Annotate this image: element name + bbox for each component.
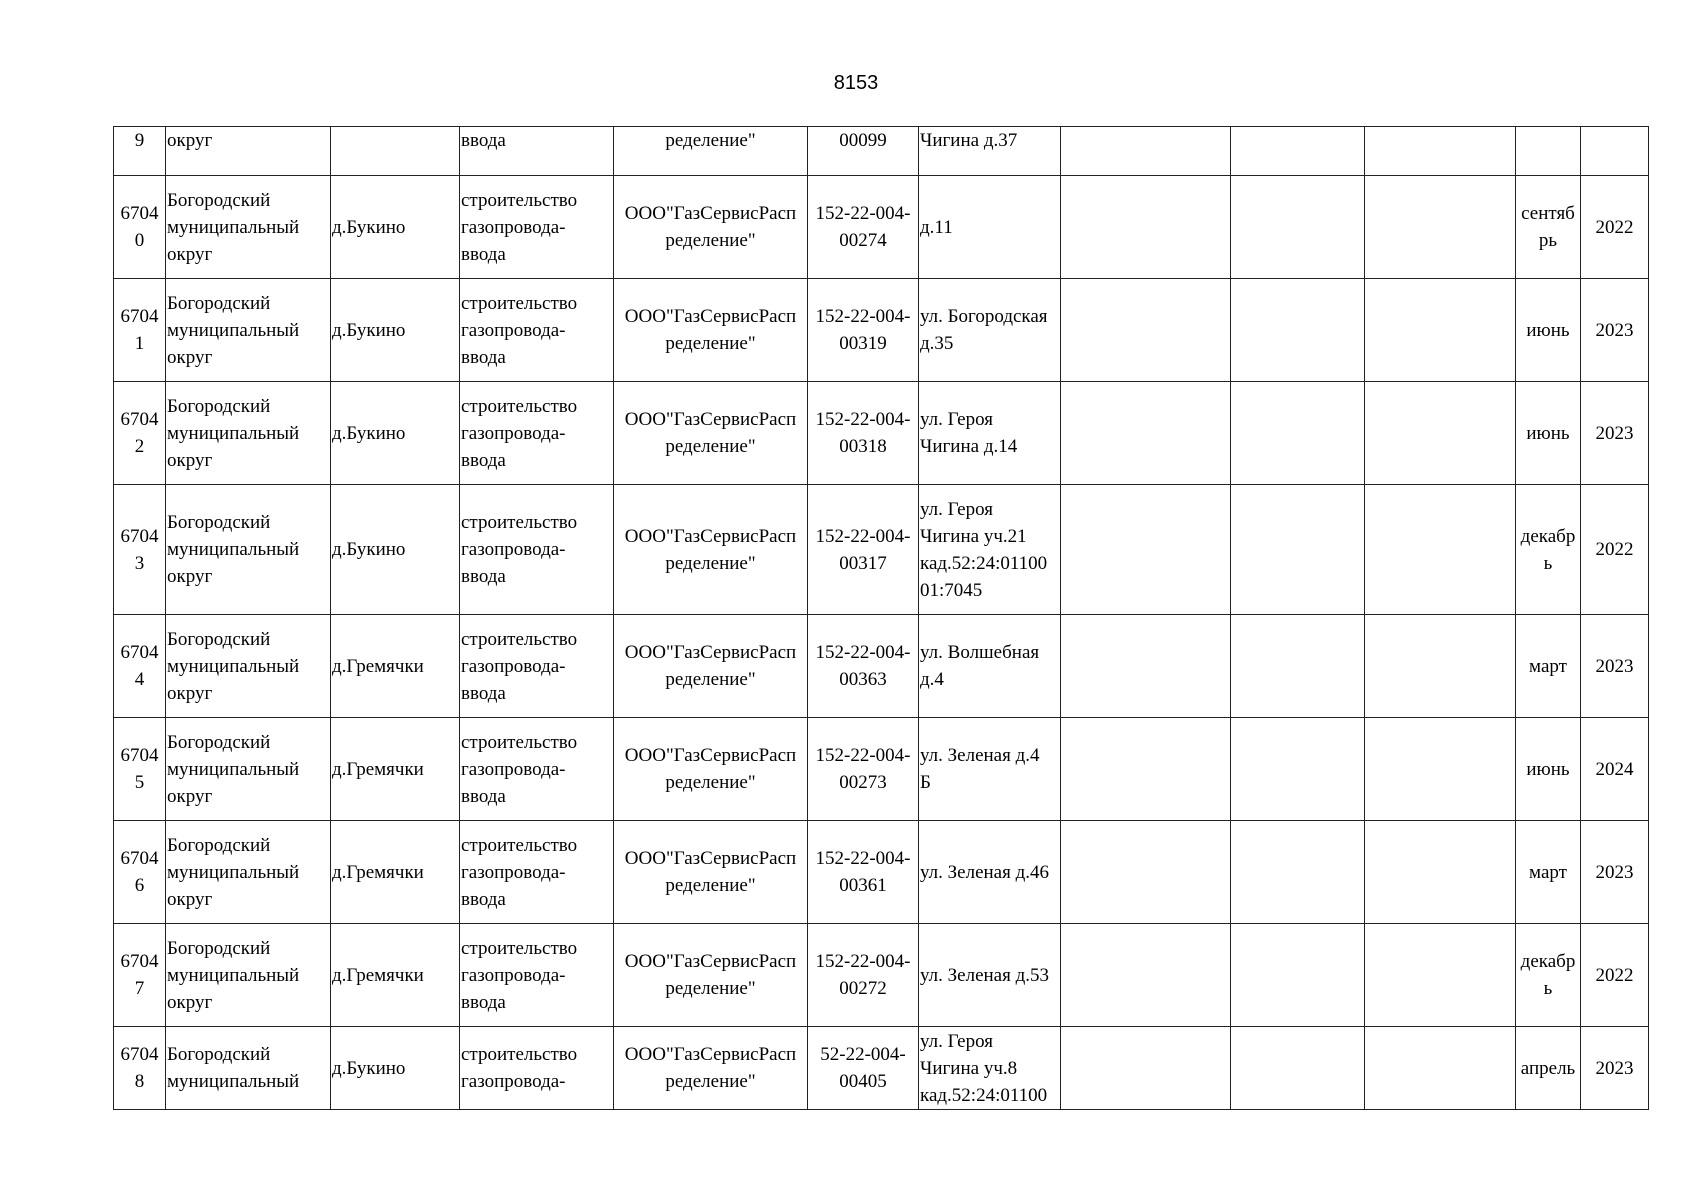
empty-cell <box>1061 382 1231 485</box>
month-cell-line: апрель <box>1520 1057 1576 1079</box>
month-cell-line: декабр <box>1520 951 1576 972</box>
work-type-cell-line: газопровода- <box>461 964 566 986</box>
empty-cell <box>1231 485 1365 615</box>
address-cell-line: Чигина д.14 <box>920 436 1018 457</box>
code-cell-line: 00405 <box>839 1071 887 1092</box>
page-number: 8153 <box>833 72 879 94</box>
table-row <box>114 615 1649 718</box>
district-cell <box>166 176 331 279</box>
work-type-cell-line: ввода <box>461 130 506 151</box>
work-type-cell-line: газопровода- <box>461 655 566 677</box>
address-cell-line: ул. Зеленая д.53 <box>920 964 1050 986</box>
district-cell-line: муниципальный <box>167 964 300 986</box>
code-cell-line: 152-22-004- <box>815 525 911 547</box>
organization-cell-line: ООО"ГазСервисРасп <box>624 745 797 766</box>
row-number-line: 6704 <box>120 409 159 430</box>
month-cell <box>1516 176 1581 279</box>
organization-cell-line: ределение" <box>665 436 756 457</box>
district-cell-line: округ <box>167 991 213 1013</box>
data-table <box>113 126 1649 1110</box>
empty-cell <box>1365 279 1516 382</box>
work-type-cell <box>460 127 614 176</box>
organization-cell-line: ООО"ГазСервисРасп <box>624 848 797 869</box>
address-cell-line: кад.52:24:01100 <box>920 1084 1048 1106</box>
table-row <box>114 1027 1649 1110</box>
district-cell-line: Богородский <box>167 395 271 417</box>
address-cell-line: кад.52:24:01100 <box>920 552 1048 574</box>
row-number <box>114 279 166 382</box>
address-cell <box>919 1027 1061 1110</box>
row-number-line: 0 <box>134 230 145 251</box>
empty-cell <box>1231 718 1365 821</box>
district-cell <box>166 821 331 924</box>
empty-cell <box>1061 718 1231 821</box>
organization-cell-line: ределение" <box>665 333 756 354</box>
address-cell-line: ул. Волшебная <box>920 642 1040 663</box>
code-cell <box>808 485 919 615</box>
organization-cell-line: ООО"ГазСервисРасп <box>624 203 797 224</box>
district-cell-line: Богородский <box>167 512 271 533</box>
district-cell-line: муниципальный <box>167 1071 300 1092</box>
table-row <box>114 821 1649 924</box>
row-number <box>114 821 166 924</box>
district-cell <box>166 485 331 615</box>
empty-cell <box>1061 821 1231 924</box>
work-type-cell <box>460 176 614 279</box>
organization-cell-line: ООО"ГазСервисРасп <box>624 1044 797 1065</box>
code-cell <box>808 718 919 821</box>
table-row <box>114 924 1649 1027</box>
district-cell-line: округ <box>167 566 213 587</box>
month-cell-line: март <box>1529 655 1567 677</box>
table-body <box>114 127 1649 1110</box>
code-cell-line: 00274 <box>839 230 887 251</box>
row-number <box>114 1027 166 1110</box>
locality-cell: д.Букино <box>331 176 460 279</box>
address-cell-line: Б <box>920 772 931 793</box>
district-cell-line: муниципальный <box>167 655 300 677</box>
code-cell-line: 00099 <box>839 130 887 151</box>
month-cell-line: декабр <box>1520 525 1576 547</box>
district-cell-line: округ <box>167 449 213 471</box>
row-number-line: 4 <box>134 669 145 690</box>
year-cell: 2023 <box>1581 1027 1649 1110</box>
month-cell <box>1516 821 1581 924</box>
year-cell: 2022 <box>1581 924 1649 1027</box>
code-cell-line: 00361 <box>839 875 887 896</box>
row-number-line: 6704 <box>120 525 159 547</box>
year-cell: 2023 <box>1581 382 1649 485</box>
row-number-line: 5 <box>134 772 145 793</box>
month-cell-line: ь <box>1543 552 1553 574</box>
empty-cell <box>1061 176 1231 279</box>
organization-cell-line: ООО"ГазСервисРасп <box>624 642 797 663</box>
table-row <box>114 382 1649 485</box>
row-number <box>114 485 166 615</box>
address-cell <box>919 718 1061 821</box>
empty-cell <box>1061 127 1231 176</box>
work-type-cell-line: строительство <box>461 292 578 314</box>
work-type-cell-line: строительство <box>461 834 578 856</box>
empty-cell <box>1231 279 1365 382</box>
address-cell <box>919 382 1061 485</box>
empty-cell <box>1365 718 1516 821</box>
address-cell-line: ул. Героя <box>920 498 993 520</box>
work-type-cell-line: строительство <box>461 628 578 650</box>
empty-cell <box>1365 382 1516 485</box>
district-cell-line: округ <box>167 243 213 265</box>
empty-cell <box>1231 821 1365 924</box>
address-cell <box>919 176 1061 279</box>
address-cell <box>919 279 1061 382</box>
month-cell <box>1516 924 1581 1027</box>
district-cell-line: Богородский <box>167 731 271 753</box>
empty-cell <box>1061 615 1231 718</box>
row-number-line: 6704 <box>120 642 159 663</box>
work-type-cell <box>460 924 614 1027</box>
district-cell-line: муниципальный <box>167 861 300 883</box>
code-cell <box>808 176 919 279</box>
code-cell-line: 00319 <box>839 333 887 354</box>
row-number-line: 8 <box>134 1071 145 1092</box>
code-cell-line: 00317 <box>839 552 887 574</box>
code-cell-line: 152-22-004- <box>815 306 911 327</box>
row-number <box>114 924 166 1027</box>
district-cell-line: муниципальный <box>167 319 300 341</box>
organization-cell <box>614 924 808 1027</box>
locality-cell: д.Букино <box>331 485 460 615</box>
month-cell-line: июнь <box>1526 319 1570 341</box>
address-cell <box>919 485 1061 615</box>
district-cell-line: муниципальный <box>167 758 300 780</box>
work-type-cell-line: ввода <box>461 991 506 1013</box>
empty-cell <box>1365 127 1516 176</box>
code-cell-line: 00273 <box>839 772 887 793</box>
code-cell <box>808 615 919 718</box>
row-number-line: 9 <box>134 130 145 151</box>
organization-cell-line: ределение" <box>665 130 756 151</box>
work-type-cell-line: строительство <box>461 395 578 417</box>
month-cell-line: сентяб <box>1521 203 1575 224</box>
address-cell-line: ул. Зеленая д.46 <box>920 861 1050 883</box>
organization-cell-line: ООО"ГазСервисРасп <box>624 525 797 547</box>
organization-cell-line: ООО"ГазСервисРасп <box>624 306 797 327</box>
month-cell <box>1516 382 1581 485</box>
month-cell <box>1516 279 1581 382</box>
district-cell-line: Богородский <box>167 628 271 650</box>
organization-cell <box>614 821 808 924</box>
locality-cell: д.Гремячки <box>331 821 460 924</box>
work-type-cell <box>460 1027 614 1110</box>
code-cell-line: 152-22-004- <box>815 642 911 663</box>
work-type-cell-line: газопровода- <box>461 319 566 341</box>
code-cell <box>808 279 919 382</box>
district-cell <box>166 924 331 1027</box>
empty-cell <box>1231 127 1365 176</box>
district-cell <box>166 279 331 382</box>
row-number-line: 2 <box>134 436 145 457</box>
empty-cell <box>1061 485 1231 615</box>
address-cell-line: Чигина уч.21 <box>920 525 1027 547</box>
organization-cell-line: ределение" <box>665 552 756 574</box>
code-cell <box>808 821 919 924</box>
address-cell-line: д.11 <box>920 216 953 238</box>
locality-cell <box>331 127 460 176</box>
work-type-cell-line: строительство <box>461 731 578 753</box>
work-type-cell-line: газопровода- <box>461 422 566 444</box>
row-number-line: 6704 <box>120 848 159 869</box>
district-cell-line: муниципальный <box>167 539 300 560</box>
organization-cell-line: ределение" <box>665 772 756 793</box>
district-cell <box>166 127 331 176</box>
locality-cell: д.Гремячки <box>331 924 460 1027</box>
work-type-cell <box>460 485 614 615</box>
code-cell <box>808 382 919 485</box>
work-type-cell-line: ввода <box>461 888 506 910</box>
address-cell-line: ул. Героя <box>920 409 993 430</box>
work-type-cell-line: газопровода- <box>461 216 566 238</box>
organization-cell <box>614 615 808 718</box>
organization-cell-line: ределение" <box>665 978 756 999</box>
year-cell <box>1581 127 1649 176</box>
organization-cell <box>614 127 808 176</box>
work-type-cell-line: газопровода- <box>461 758 566 780</box>
month-cell <box>1516 615 1581 718</box>
code-cell-line: 152-22-004- <box>815 203 911 224</box>
district-cell-line: Богородский <box>167 834 271 856</box>
row-number-line: 6704 <box>120 306 159 327</box>
row-number <box>114 176 166 279</box>
locality-cell: д.Гремячки <box>331 718 460 821</box>
code-cell-line: 00363 <box>839 669 887 690</box>
empty-cell <box>1061 924 1231 1027</box>
organization-cell <box>614 718 808 821</box>
empty-cell <box>1061 279 1231 382</box>
row-number-line: 6704 <box>120 1044 159 1065</box>
empty-cell <box>1231 924 1365 1027</box>
year-cell: 2024 <box>1581 718 1649 821</box>
work-type-cell <box>460 615 614 718</box>
empty-cell <box>1365 176 1516 279</box>
empty-cell <box>1231 615 1365 718</box>
row-number-line: 1 <box>134 333 145 354</box>
address-cell-line: ул. Героя <box>920 1030 993 1052</box>
address-cell-line: д.4 <box>920 669 944 690</box>
month-cell <box>1516 1027 1581 1110</box>
empty-cell <box>1365 1027 1516 1110</box>
month-cell-line: март <box>1529 861 1567 883</box>
locality-cell: д.Гремячки <box>331 615 460 718</box>
organization-cell <box>614 176 808 279</box>
code-cell-line: 152-22-004- <box>815 409 911 430</box>
table-row <box>114 127 1649 176</box>
code-cell-line: 00272 <box>839 978 887 999</box>
table-row <box>114 485 1649 615</box>
organization-cell <box>614 1027 808 1110</box>
month-cell-line: июнь <box>1526 422 1570 444</box>
empty-cell <box>1365 485 1516 615</box>
code-cell-line: 152-22-004- <box>815 745 911 766</box>
district-cell-line: Богородский <box>167 292 271 314</box>
district-cell-line: округ <box>167 785 213 807</box>
row-number <box>114 615 166 718</box>
code-cell <box>808 924 919 1027</box>
work-type-cell <box>460 718 614 821</box>
address-cell-line: д.35 <box>920 333 954 354</box>
address-cell-line: ул. Богородская <box>920 306 1048 327</box>
address-cell <box>919 924 1061 1027</box>
district-cell-line: округ <box>167 130 213 151</box>
work-type-cell-line: ввода <box>461 566 506 587</box>
row-number-line: 6 <box>134 875 145 896</box>
work-type-cell <box>460 821 614 924</box>
locality-cell: д.Букино <box>331 279 460 382</box>
year-cell: 2023 <box>1581 821 1649 924</box>
work-type-cell-line: строительство <box>461 512 578 533</box>
district-cell <box>166 1027 331 1110</box>
year-cell: 2022 <box>1581 176 1649 279</box>
work-type-cell-line: ввода <box>461 346 506 368</box>
work-type-cell <box>460 382 614 485</box>
empty-cell <box>1231 382 1365 485</box>
work-type-cell-line: ввода <box>461 243 506 265</box>
month-cell <box>1516 718 1581 821</box>
work-type-cell-line: ввода <box>461 682 506 704</box>
work-type-cell-line: газопровода- <box>461 1071 566 1092</box>
district-cell-line: Богородский <box>167 1044 271 1065</box>
year-cell: 2023 <box>1581 279 1649 382</box>
row-number-line: 3 <box>134 552 145 574</box>
code-cell-line: 00318 <box>839 436 887 457</box>
code-cell-line: 52-22-004- <box>820 1044 906 1065</box>
code-cell <box>808 1027 919 1110</box>
month-cell-line: ь <box>1543 978 1553 999</box>
row-number-line: 6704 <box>120 745 159 766</box>
organization-cell-line: ределение" <box>665 875 756 896</box>
year-cell: 2023 <box>1581 615 1649 718</box>
organization-cell-line: ределение" <box>665 230 756 251</box>
address-cell <box>919 821 1061 924</box>
empty-cell <box>1231 176 1365 279</box>
empty-cell <box>1365 924 1516 1027</box>
code-cell-line: 152-22-004- <box>815 848 911 869</box>
district-cell-line: округ <box>167 682 213 704</box>
row-number-line: 6704 <box>120 951 159 972</box>
month-cell <box>1516 127 1581 176</box>
organization-cell-line: ООО"ГазСервисРасп <box>624 951 797 972</box>
work-type-cell-line: строительство <box>461 1044 578 1065</box>
empty-cell <box>1365 821 1516 924</box>
organization-cell-line: ределение" <box>665 669 756 690</box>
work-type-cell-line: газопровода- <box>461 539 566 560</box>
district-cell-line: муниципальный <box>167 422 300 444</box>
table-row <box>114 176 1649 279</box>
address-cell-line: Чигина уч.8 <box>920 1057 1018 1079</box>
district-cell <box>166 382 331 485</box>
district-cell-line: округ <box>167 346 213 368</box>
organization-cell <box>614 279 808 382</box>
row-number-line: 6704 <box>120 203 159 224</box>
district-cell-line: округ <box>167 888 213 910</box>
work-type-cell-line: ввода <box>461 785 506 807</box>
year-cell: 2022 <box>1581 485 1649 615</box>
address-cell <box>919 615 1061 718</box>
empty-cell <box>1365 615 1516 718</box>
row-number <box>114 127 166 176</box>
address-cell <box>919 127 1061 176</box>
address-cell-line: ул. Зеленая д.4 <box>920 745 1040 766</box>
code-cell-line: 152-22-004- <box>815 951 911 972</box>
empty-cell <box>1061 1027 1231 1110</box>
work-type-cell-line: газопровода- <box>461 861 566 883</box>
month-cell-line: рь <box>1538 230 1558 251</box>
address-cell-line: 01:7045 <box>920 579 983 601</box>
organization-cell <box>614 485 808 615</box>
district-cell <box>166 615 331 718</box>
work-type-cell-line: строительство <box>461 189 578 211</box>
month-cell-line: июнь <box>1526 758 1570 780</box>
district-cell <box>166 718 331 821</box>
work-type-cell-line: ввода <box>461 449 506 471</box>
organization-cell-line: ООО"ГазСервисРасп <box>624 409 797 430</box>
work-type-cell <box>460 279 614 382</box>
district-cell-line: муниципальный <box>167 216 300 238</box>
organization-cell-line: ределение" <box>665 1071 756 1092</box>
row-number <box>114 382 166 485</box>
code-cell <box>808 127 919 176</box>
empty-cell <box>1231 1027 1365 1110</box>
table-row <box>114 279 1649 382</box>
work-type-cell-line: строительство <box>461 937 578 959</box>
table-row <box>114 718 1649 821</box>
organization-cell <box>614 382 808 485</box>
district-cell-line: Богородский <box>167 937 271 959</box>
month-cell <box>1516 485 1581 615</box>
row-number-line: 7 <box>134 978 145 999</box>
address-cell-line: Чигина д.37 <box>920 130 1018 151</box>
district-cell-line: Богородский <box>167 189 271 211</box>
locality-cell: д.Букино <box>331 1027 460 1110</box>
locality-cell: д.Букино <box>331 382 460 485</box>
row-number <box>114 718 166 821</box>
